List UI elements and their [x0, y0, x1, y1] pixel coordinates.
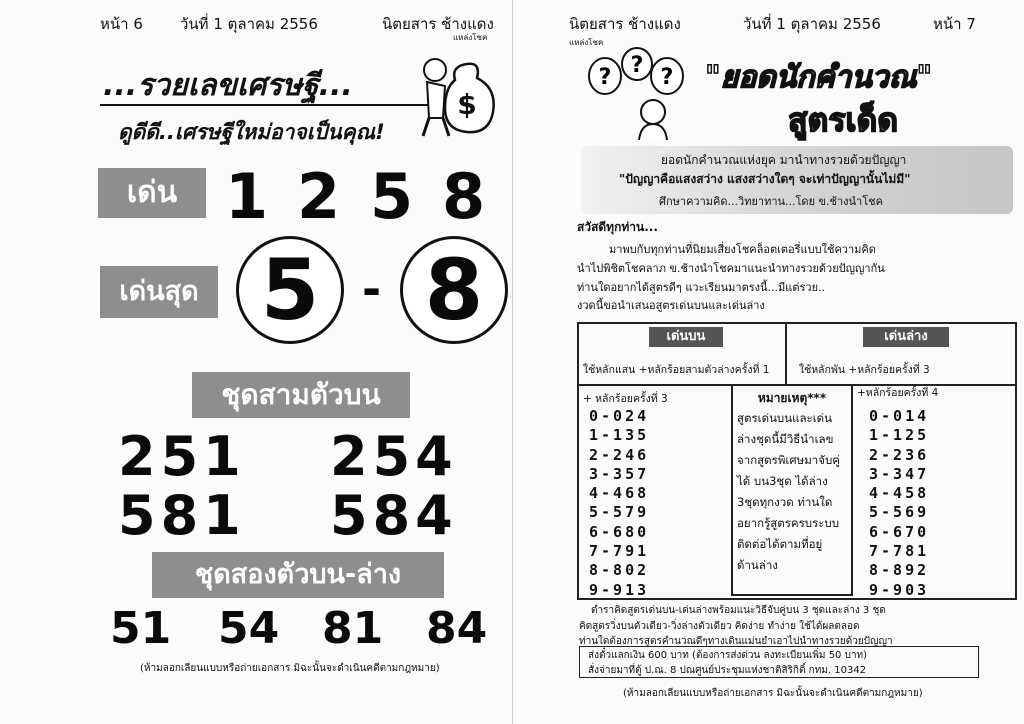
set2-label: ชุดสองตัวบน-ล่าง — [152, 552, 444, 598]
bottom-formula-row: 0-014 — [869, 407, 930, 425]
top-formula-row: 1-135 — [589, 426, 650, 445]
quote-banner — [581, 146, 1013, 214]
page-number: หน้า 7 — [933, 15, 976, 33]
note-line: 3ชุดทุกงวด ท่านใด — [737, 495, 833, 509]
money-bag-man-icon — [415, 48, 505, 140]
feature-title: "ยอดนักคำนวณ" — [705, 60, 933, 95]
den-number: 8 — [442, 160, 486, 233]
thinking-man-icon — [579, 46, 699, 142]
banner-line: ยอดนักคำนวณแห่งยุค มานำทางรวยด้วยปัญญา — [661, 153, 907, 167]
top-formula-row: 0-024 — [589, 407, 650, 425]
magazine-name: นิตยสาร ช้างแดง — [382, 15, 494, 33]
intro-line: ท่านใดอยากได้สูตรดีๆ แวะเรียนมาตรงนี้...มีแต่รวย.. — [577, 281, 826, 294]
densut-circle-a — [236, 236, 344, 344]
banner-line: ศึกษาความคิด...วิทยาทาน...โดย ข.ช้างนำโชค — [659, 195, 883, 208]
magazine-name: นิตยสาร ช้างแดง — [569, 15, 681, 33]
bottom-formula-row: 7-781 — [869, 542, 930, 561]
bottom-formula-list — [869, 407, 929, 600]
col-bottom-title: เด่นล่าง — [863, 327, 949, 347]
note-line: สูตรเด่นบนและเด่น — [737, 411, 832, 425]
table-divider — [577, 384, 733, 386]
promo-line: ตำราคิดสูตรเด่นบน-เด่นล่างพร้อมแนะวิธีจับคู่บน 3 ชุดและล่าง 3 ชุด — [591, 605, 886, 616]
densut-circle-b — [400, 236, 508, 344]
den-number: 5 — [370, 160, 414, 233]
svg-text:$: $ — [457, 88, 477, 121]
top-formula-row: 6-680 — [589, 522, 650, 541]
densut-label: เด่นสุด — [100, 266, 218, 318]
issue-date: วันที่ 1 ตุลาคม 2556 — [743, 15, 881, 33]
note-line: อยากรู้สูตรครบระบบ — [737, 516, 840, 530]
issue-date: วันที่ 1 ตุลาคม 2556 — [180, 15, 318, 33]
svg-text:?: ? — [660, 65, 674, 90]
col-top-desc: + หลักร้อยครั้งที่ 3 — [583, 393, 668, 405]
bottom-formula-row: 1-125 — [869, 426, 930, 445]
set3-number: 581 — [118, 484, 246, 547]
greeting: สวัสดีทุกท่าน... — [577, 220, 658, 234]
section-title: ...รวยเลขเศรษฐี... — [103, 68, 353, 103]
bottom-formula-row: 2-236 — [869, 445, 930, 464]
densut-dash: - — [362, 262, 382, 316]
set2-number: 81 — [322, 603, 384, 654]
svg-text:?: ? — [598, 65, 612, 90]
title-underline — [100, 104, 440, 106]
note-box — [731, 384, 853, 596]
den-label: เด่น — [98, 168, 206, 218]
copyright-notice: (ห้ามลอกเลียนแบบหรือถ่ายเอกสาร มิฉะนั้นจะดำเนินคดีตามกฎหมาย) — [140, 663, 440, 674]
den-number: 2 — [297, 160, 341, 233]
densut-number-b: 8 — [424, 241, 484, 339]
bottom-formula-row: 9-903 — [869, 580, 930, 599]
set2-number: 54 — [218, 603, 280, 654]
bottom-formula-row: 3-347 — [869, 464, 930, 483]
intro-line: นำไปพิชิตโชคลาภ ข.ช้างนำโชคมาแนะนำทางรวยด้วยปัญญากัน — [577, 262, 885, 275]
banner-quote: "ปัญญาคือแสงสว่าง แสงสว่างใดๆ จะเท่าปัญญานั้นไม่มี" — [619, 172, 911, 186]
set3-number: 251 — [118, 425, 246, 488]
top-formula-row: 8-802 — [589, 561, 650, 580]
top-formula-list — [589, 407, 649, 600]
note-line: ติดต่อได้ตามที่อยู่ — [737, 537, 823, 551]
order-box — [579, 646, 979, 678]
bottom-formula-row: 8-892 — [869, 561, 930, 580]
svg-text:?: ? — [630, 53, 644, 78]
note-line: จากสูตรพิเศษมาจับคู่ — [737, 453, 840, 467]
table-divider — [785, 322, 787, 384]
note-line: ล่างชุดนี้มีวิธีนำเลข — [737, 432, 834, 446]
top-formula-row: 9-913 — [589, 580, 650, 599]
col-bottom-desc: ใช้หลักพัน +หลักร้อยครั้งที่ 3 — [799, 364, 930, 376]
magazine-sub: แหล่งโชค — [569, 38, 604, 47]
section-subtitle: ดูดีดี..เศรษฐีใหม่อาจเป็นคุณ! — [118, 120, 385, 144]
bottom-formula-row: 6-670 — [869, 522, 930, 541]
set2-number: 51 — [110, 603, 172, 654]
order-line: ส่งตั๋วแลกเงิน 600 บาท (ต้องการส่งด่วน ลงทะเบียนเพิ่ม 50 บาท) — [588, 650, 868, 661]
top-formula-row: 5-579 — [589, 503, 650, 522]
order-line: สั่งจ่ายมาที่ตู้ ป.ณ. 8 ปณศูนย์ประชุมแห่งชาติสิริกิติ์ กทม. 10342 — [588, 665, 867, 676]
top-formula-row: 4-468 — [589, 484, 650, 503]
right-page — [512, 0, 1024, 724]
feature-title-2: สูตรเด็ด — [788, 101, 898, 139]
den-number: 1 — [225, 160, 269, 233]
copyright-notice: (ห้ามลอกเลียนแบบหรือถ่ายเอกสาร มิฉะนั้นจะดำเนินคดีตามกฎหมาย) — [623, 688, 923, 699]
bottom-formula-row: 4-458 — [869, 484, 930, 503]
bottom-formula-row: 5-569 — [869, 503, 930, 522]
promo-line: คิดสูตรวิ่งบนตัวเดียว-วิ่งล่างตัวเดียว คิดง่าย ทำง่าย ใช้ได้ผลตลอด — [579, 621, 860, 632]
note-line: ด้านล่าง — [737, 558, 778, 572]
note-line: ได้ บน3ชุด ได้ล่าง — [737, 474, 828, 488]
top-formula-row: 3-357 — [589, 464, 650, 483]
col-bottom-desc: +หลักร้อยครั้งที่ 4 — [857, 387, 939, 399]
top-formula-row: 7-791 — [589, 542, 650, 561]
set2-number: 84 — [426, 603, 488, 654]
magazine-sub: แหล่งโชค — [453, 33, 488, 42]
set3-label: ชุดสามตัวบน — [192, 372, 410, 418]
promo-line: ท่านใดต้องการสูตรคำนวณดีๆทางเดินแม่นยำเอาไปนำทางรวยด้วยปัญญา — [579, 636, 893, 647]
set3-number: 254 — [330, 425, 458, 488]
page-number: หน้า 6 — [100, 15, 143, 33]
top-formula-row: 2-246 — [589, 445, 650, 464]
intro-line: งวดนี้ขอนำเสนอสูตรเด่นบนและเด่นล่าง — [577, 299, 765, 312]
note-text — [733, 408, 851, 576]
note-title: หมายเหตุ*** — [757, 391, 827, 405]
intro-line: มาพบกับทุกท่านที่นิยมเสี่ยงโชคล็อตเตอรี่แบบใช้ความคิด — [609, 243, 876, 256]
col-top-desc: ใช้หลักแสน +หลักร้อยสามตัวล่างครั้งที่ 1 — [583, 364, 770, 376]
set3-number: 584 — [330, 484, 458, 547]
col-top-title: เด่นบน — [649, 327, 723, 347]
densut-number-a: 5 — [260, 241, 320, 339]
